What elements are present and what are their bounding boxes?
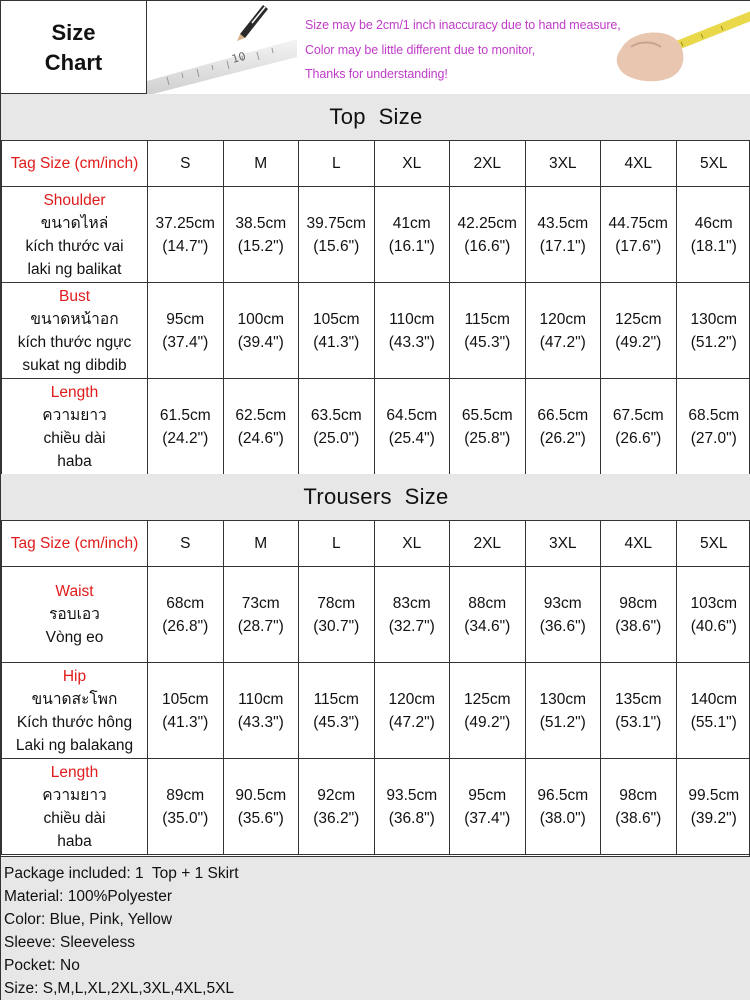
tag-size-label: Tag Size (cm/inch): [2, 141, 148, 187]
trousers-waist-row: [2, 567, 750, 663]
measurement-cell: 99.5cm (39.2"): [676, 759, 750, 855]
top-shoulder-row: [2, 187, 750, 283]
measurement-cell: 46cm (18.1"): [676, 187, 750, 283]
info-sleeve: Sleeve: Sleeveless: [4, 934, 135, 951]
size-header: 4XL: [601, 141, 677, 187]
measurement-cell: 68.5cm (27.0"): [676, 379, 750, 475]
size-header: L: [299, 141, 375, 187]
top-size-heading: Top Size: [1, 94, 750, 141]
info-package: Package included: 1 Top + 1 Skirt: [4, 865, 239, 882]
measurement-label: Length ความยาว chiều dài haba: [2, 379, 148, 475]
measurement-cell: 65.5cm (25.8"): [450, 379, 526, 475]
info-pocket: Pocket: No: [4, 957, 80, 974]
measurement-cell: 42.25cm (16.6"): [450, 187, 526, 283]
measurement-cell: 105cm (41.3"): [299, 283, 375, 379]
measurement-cell: 115cm (45.3"): [299, 663, 375, 759]
measurement-cell: 100cm (39.4"): [223, 283, 299, 379]
measurement-notes: [305, 13, 621, 87]
measurement-cell: 67.5cm (26.6"): [601, 379, 677, 475]
measurement-cell: 93cm (36.6"): [525, 567, 601, 663]
measurement-cell: 110cm (43.3"): [374, 283, 450, 379]
measurement-cell: 62.5cm (24.6"): [223, 379, 299, 475]
size-header: L: [299, 521, 375, 567]
product-info-panel: [1, 856, 750, 1000]
top-bust-row: [2, 283, 750, 379]
measurement-cell: 41cm (16.1"): [374, 187, 450, 283]
size-header: 4XL: [601, 521, 677, 567]
measurement-cell: 64.5cm (25.4"): [374, 379, 450, 475]
info-size: Size: S,M,L,XL,2XL,3XL,4XL,5XL: [4, 980, 235, 997]
measurement-cell: 43.5cm (17.1"): [525, 187, 601, 283]
ruler-number: 10: [230, 49, 248, 66]
measurement-cell: 96.5cm (38.0"): [525, 759, 601, 855]
measurement-cell: 88cm (34.6"): [450, 567, 526, 663]
title-line-1: Size: [51, 19, 96, 45]
size-header: 2XL: [450, 521, 526, 567]
measurement-cell: 98cm (38.6"): [601, 567, 677, 663]
info-material: Material: 100%Polyester: [4, 888, 172, 905]
tag-size-label: Tag Size (cm/inch): [2, 521, 148, 567]
size-header: XL: [374, 521, 450, 567]
measurement-cell: 38.5cm (15.2"): [223, 187, 299, 283]
measurement-label: Waist รอบเอว Vòng eo: [2, 567, 148, 663]
measurement-cell: 95cm (37.4"): [148, 283, 224, 379]
size-header: S: [148, 141, 224, 187]
size-chart-header: [1, 1, 750, 94]
size-header: S: [148, 521, 224, 567]
measurement-label: Hip ขนาดสะโพก Kích thước hông Laki ng balakang: [2, 663, 148, 759]
measurement-cell: 63.5cm (25.0"): [299, 379, 375, 475]
measurement-cell: 130cm (51.2"): [525, 663, 601, 759]
trousers-size-heading: Trousers Size: [1, 474, 750, 521]
measurement-cell: 98cm (38.6"): [601, 759, 677, 855]
measurement-label: Shoulder ขนาดไหล่ kích thước vai laki ng balikat: [2, 187, 148, 283]
size-header: 3XL: [525, 141, 601, 187]
measurement-cell: 95cm (37.4"): [450, 759, 526, 855]
measurement-cell: 89cm (35.0"): [148, 759, 224, 855]
measurement-cell: 125cm (49.2"): [601, 283, 677, 379]
trousers-size-table: [1, 520, 750, 855]
measurement-cell: 105cm (41.3"): [148, 663, 224, 759]
size-header: M: [223, 141, 299, 187]
size-header: 5XL: [676, 521, 750, 567]
measurement-cell: 110cm (43.3"): [223, 663, 299, 759]
measurement-cell: 115cm (45.3"): [450, 283, 526, 379]
measurement-cell: 120cm (47.2"): [374, 663, 450, 759]
measurement-cell: 135cm (53.1"): [601, 663, 677, 759]
size-chart-title: [1, 1, 147, 94]
measurement-cell: 39.75cm (15.6"): [299, 187, 375, 283]
title-line-2: Chart: [44, 49, 103, 75]
measurement-cell: 140cm (55.1"): [676, 663, 750, 759]
measurement-cell: 103cm (40.6"): [676, 567, 750, 663]
trousers-length-row: [2, 759, 750, 855]
pencil-ruler-illustration: [147, 1, 297, 94]
measurement-cell: 68cm (26.8"): [148, 567, 224, 663]
note-inaccuracy: Size may be 2cm/1 inch inaccuracy due to hand measure,: [305, 18, 621, 32]
measurement-note-banner: [147, 1, 750, 94]
measurement-cell: 90.5cm (35.6"): [223, 759, 299, 855]
measurement-cell: 93.5cm (36.8"): [374, 759, 450, 855]
size-header: XL: [374, 141, 450, 187]
measurement-cell: 78cm (30.7"): [299, 567, 375, 663]
size-header: 5XL: [676, 141, 750, 187]
trousers-hip-row: [2, 663, 750, 759]
note-thanks: Thanks for understanding!: [305, 67, 448, 81]
top-tag-size-row: [2, 141, 750, 187]
measurement-label: Length ความยาว chiều dài haba: [2, 759, 148, 855]
size-header: 2XL: [450, 141, 526, 187]
size-header: M: [223, 521, 299, 567]
measurement-cell: 61.5cm (24.2"): [148, 379, 224, 475]
measurement-cell: 92cm (36.2"): [299, 759, 375, 855]
note-color: Color may be little different due to monitor,: [305, 42, 536, 57]
measurement-cell: 83cm (32.7"): [374, 567, 450, 663]
top-length-row: [2, 379, 750, 475]
size-header: 3XL: [525, 521, 601, 567]
measurement-cell: 37.25cm (14.7"): [148, 187, 224, 283]
trousers-tag-size-row: [2, 521, 750, 567]
measurement-label: Bust ขนาดหน้าอก kích thước ngực sukat ng dibdib: [2, 283, 148, 379]
info-color: Color: Blue, Pink, Yellow: [4, 911, 173, 928]
measurement-cell: 66.5cm (26.2"): [525, 379, 601, 475]
hand-tape-measure-illustration: [601, 1, 750, 94]
measurement-cell: 120cm (47.2"): [525, 283, 601, 379]
measurement-cell: 73cm (28.7"): [223, 567, 299, 663]
top-size-table: [1, 140, 750, 475]
measurement-cell: 130cm (51.2"): [676, 283, 750, 379]
measurement-cell: 44.75cm (17.6"): [601, 187, 677, 283]
measurement-cell: 125cm (49.2"): [450, 663, 526, 759]
